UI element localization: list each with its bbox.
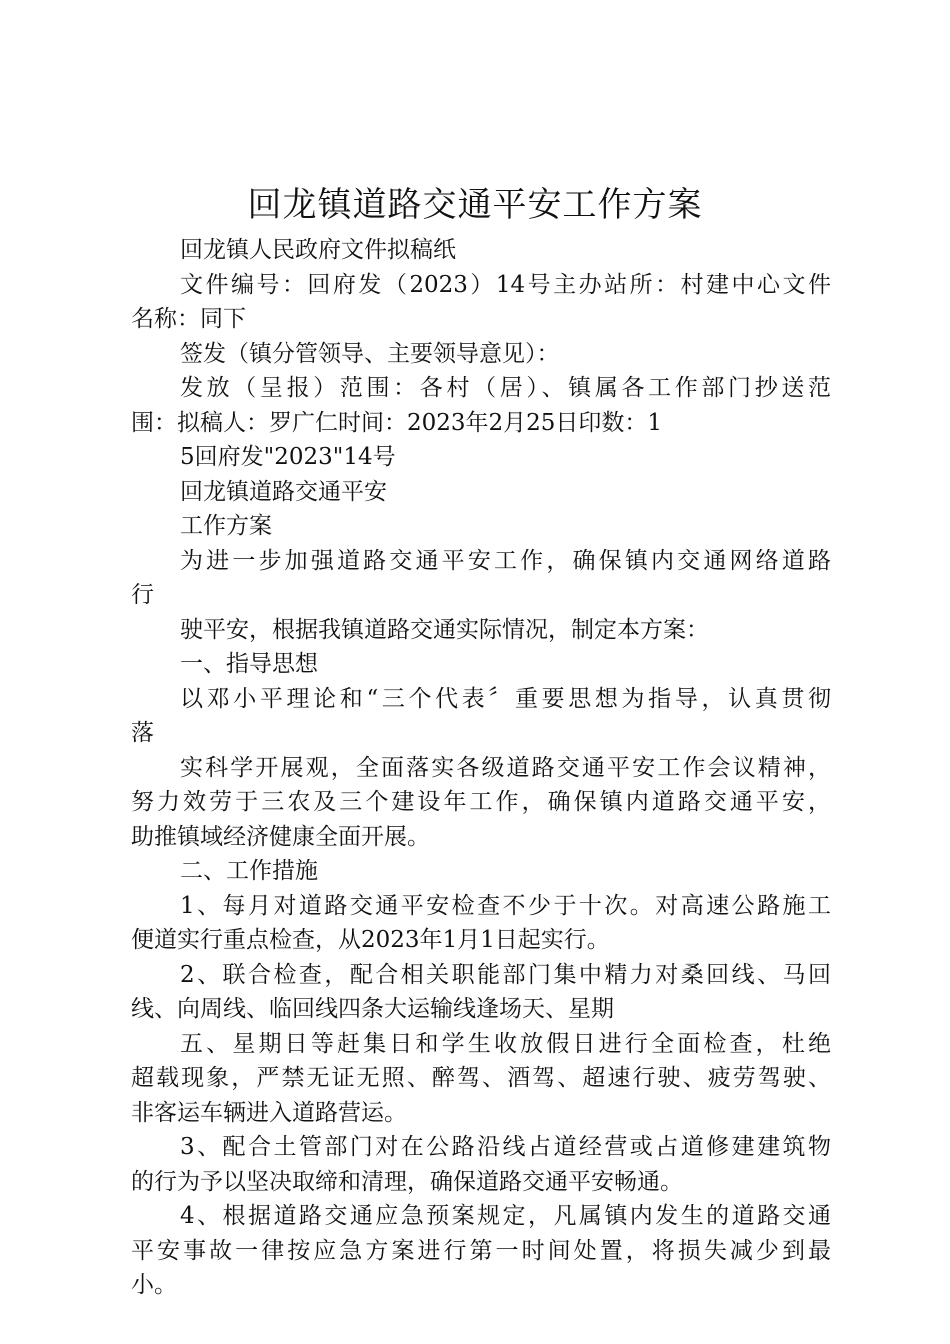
body-line: 围：拟稿人：罗广仁时间：2023年2月25日印数：1 [131, 409, 663, 436]
body-line: 2、联合检查，配合相关职能部门集中精力对桑回线、马回 [180, 961, 831, 988]
body-line: 助推镇域经济健康全面开展。 [131, 823, 430, 850]
body-line: 工作方案 [180, 513, 272, 539]
body-line: 以邓小平理论和“三个代表〞重要思想为指导，认真贯彻 [180, 685, 831, 712]
body-line: 五、星期日等赶集日和学生收放假日进行全面检查，杜绝 [180, 1030, 831, 1057]
body-line: 回龙镇道路交通平安 [180, 478, 387, 505]
body-line: 线、向周线、临回线四条大运输线逢场天、星期 [131, 996, 614, 1022]
body-line: 文件编号：回府发（2023）14号主办站所：村建中心文件 [180, 271, 831, 298]
body-line: 为进一步加强道路交通平安工作，确保镇内交通网络道路 [180, 547, 831, 574]
body-line: 回龙镇人民政府文件拟稿纸 [180, 237, 456, 263]
body-line: 超载现象，严禁无证无照、醉驾、酒驾、超速行驶、疲劳驾驶、 [131, 1065, 831, 1091]
body-line: 行 [131, 582, 154, 608]
body-line: 的行为予以坚决取缔和清理，确保道路交通平安畅通。 [131, 1168, 683, 1195]
section-heading: 一、指导思想 [180, 651, 318, 677]
body-line: 1、每月对道路交通平安检查不少于十次。对高速公路施工 [180, 892, 831, 919]
body-line: 发放（呈报）范围：各村（居）、镇属各工作部门抄送范 [180, 375, 831, 401]
body-line: 实科学开展观，全面落实各级道路交通平安工作会议精神， [180, 754, 831, 781]
body-line: 小。 [131, 1272, 177, 1298]
body-line: 签发（镇分管领导、主要领导意见）： [180, 340, 560, 367]
body-line: 名称：同下 [131, 306, 246, 332]
body-line: 平安事故一律按应急方案进行第一时间处置，将损失减少到最 [131, 1237, 831, 1264]
body-line: 便道实行重点检查，从2023年1月1日起实行。 [131, 927, 610, 953]
body-line: 4、根据道路交通应急预案规定，凡属镇内发生的道路交通 [180, 1203, 831, 1229]
body-line: 落 [131, 720, 154, 746]
section-heading: 二、工作措施 [180, 858, 318, 884]
body-line: 努力效劳于三农及三个建设年工作，确保镇内道路交通平安， [131, 789, 831, 815]
body-line: 5回府发"2023"14号 [180, 444, 396, 470]
document-body [131, 233, 831, 1303]
body-line: 3、配合土管部门对在公路沿线占道经营或占道修建建筑物 [180, 1134, 831, 1160]
body-line: 驶平安，根据我镇道路交通实际情况，制定本方案： [180, 616, 709, 643]
document-title: 回龙镇道路交通平安工作方案 [247, 185, 703, 225]
body-line: 非客运车辆进入道路营运。 [131, 1099, 407, 1126]
